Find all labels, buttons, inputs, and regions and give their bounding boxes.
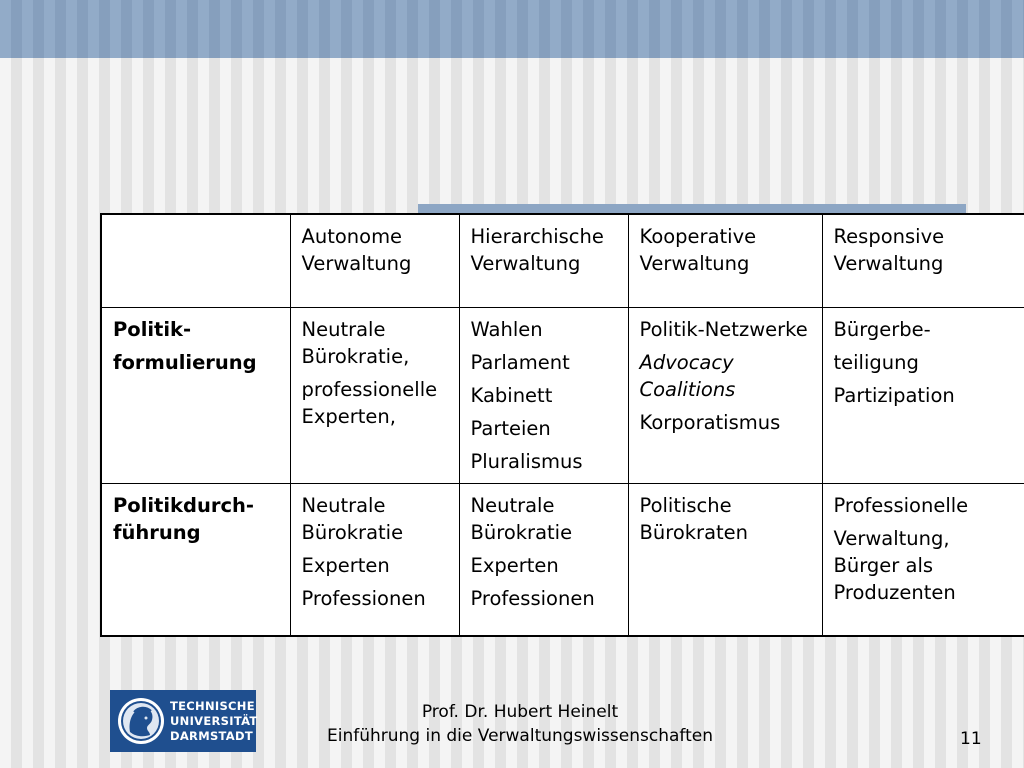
cell-line: Korporatismus <box>639 411 781 434</box>
header-cell: Autonome Verwaltung <box>290 214 459 308</box>
cell-line: Advocacy Coalitions <box>639 351 736 401</box>
page-number: 11 <box>960 729 982 749</box>
row-label-line: formulierung <box>113 351 257 374</box>
table-cell <box>459 484 628 637</box>
athena-seal-icon <box>116 696 166 746</box>
cell-line: Parlament <box>470 351 570 374</box>
table-header-row <box>101 214 1024 308</box>
cell-line: Neutrale Bürokratie <box>301 494 404 544</box>
table-cell <box>290 308 459 484</box>
logo-line: UNIVERSITÄT <box>170 714 258 728</box>
cell-line: Neutrale Bürokratie, <box>301 318 410 368</box>
table-row <box>101 484 1024 637</box>
cell-line: Wahlen <box>470 318 543 341</box>
cell-line: Parteien <box>470 417 551 440</box>
cell-line: professionelle Experten, <box>301 378 438 428</box>
cell-line: Experten <box>301 554 390 577</box>
cell-line: Verwaltung, Bürger als Produzenten <box>833 527 956 604</box>
logo-text <box>170 699 258 744</box>
cell-line: teiligung <box>833 351 919 374</box>
table-cell <box>628 484 822 637</box>
row-label-line: Politikdurch-führung <box>113 494 255 544</box>
comparison-table <box>100 213 1024 637</box>
cell-line: Partizipation <box>833 384 955 407</box>
cell-line: Politische Bürokraten <box>639 494 749 544</box>
logo-line: DARMSTADT <box>170 729 253 743</box>
cell-line: Professionen <box>301 587 426 610</box>
footer <box>270 700 770 748</box>
university-logo <box>110 690 256 752</box>
footer-course: Einführung in die Verwaltungswissenschaften <box>326 726 713 746</box>
table-cell <box>822 308 1024 484</box>
table-cell <box>290 484 459 637</box>
table-cell <box>822 484 1024 637</box>
cell-line: Kabinett <box>470 384 553 407</box>
cell-line: Professionen <box>470 587 595 610</box>
header-cell: Responsive Verwaltung <box>822 214 1024 308</box>
row-label <box>101 308 290 484</box>
header-cell: Hierarchische Verwaltung <box>459 214 628 308</box>
header-cell: Kooperative Verwaltung <box>628 214 822 308</box>
table-cell <box>628 308 822 484</box>
table-row <box>101 308 1024 484</box>
logo-line: TECHNISCHE <box>170 699 255 713</box>
cell-line: Neutrale Bürokratie <box>470 494 573 544</box>
cell-line: Politik-Netzwerke <box>639 318 808 341</box>
cell-line: Experten <box>470 554 559 577</box>
top-band <box>0 0 1024 58</box>
footer-author: Prof. Dr. Hubert Heinelt <box>421 702 619 722</box>
row-label <box>101 484 290 637</box>
header-cell-empty <box>101 214 290 308</box>
row-label-line: Politik- <box>113 318 192 341</box>
cell-line: Bürgerbe- <box>833 318 931 341</box>
table-cell <box>459 308 628 484</box>
cell-line: Pluralismus <box>470 450 583 473</box>
cell-line: Professionelle <box>833 494 969 517</box>
